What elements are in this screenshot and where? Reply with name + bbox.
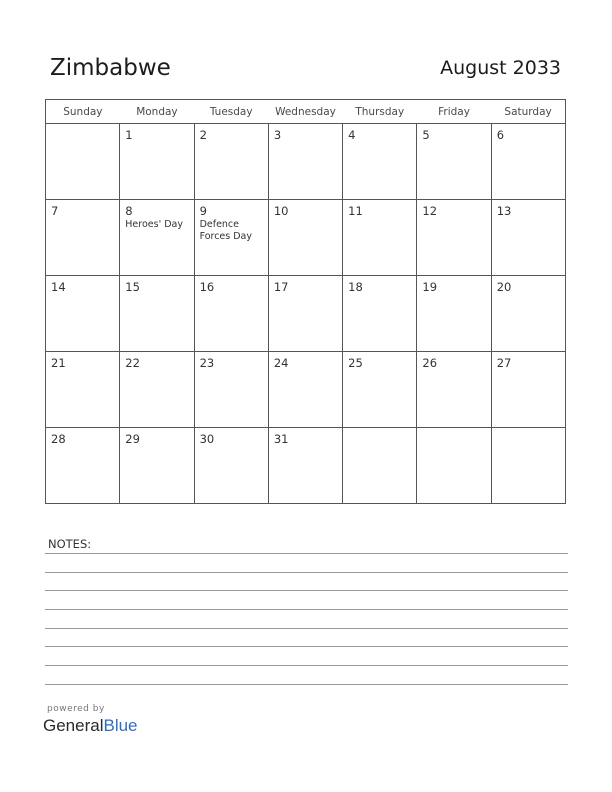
day-cell[interactable] (120, 428, 194, 504)
day-number: 25 (348, 356, 363, 370)
day-number: 22 (125, 356, 140, 370)
day-number: 24 (273, 356, 289, 370)
day-number: 23 (199, 356, 215, 370)
day-number: 30 (199, 432, 215, 446)
day-cell[interactable] (343, 124, 417, 200)
day-number: 11 (348, 204, 363, 218)
day-cell[interactable] (46, 276, 120, 352)
day-number: 20 (496, 280, 512, 294)
day-number: 8 (125, 204, 133, 218)
day-cell[interactable] (491, 124, 565, 200)
calendar-body (46, 124, 566, 504)
day-number: 16 (199, 280, 215, 294)
day-number: 26 (422, 356, 438, 370)
generalblue-logo[interactable] (43, 716, 138, 736)
calendar-grid (45, 99, 566, 504)
day-cell[interactable] (417, 200, 491, 276)
day-number: 18 (348, 280, 363, 294)
powered-by-text: powered by (47, 704, 105, 714)
weekday-header-row (46, 100, 566, 124)
day-cell[interactable] (417, 428, 491, 504)
day-number: 19 (422, 280, 438, 294)
day-cell[interactable] (343, 428, 417, 504)
day-cell[interactable] (268, 428, 342, 504)
note-line (45, 628, 568, 629)
week-row (46, 276, 566, 352)
day-cell[interactable] (120, 200, 194, 276)
day-number: 2 (199, 128, 207, 142)
day-cell[interactable] (194, 276, 268, 352)
notes-label: NOTES: (48, 537, 92, 551)
weekday-header: Tuesday (194, 100, 268, 124)
holiday-label: Heroes' Day (125, 219, 183, 230)
day-number: 27 (496, 356, 512, 370)
brand-blue-text: Blue (103, 716, 138, 735)
country-title: Zimbabwe (50, 55, 171, 81)
day-number: 9 (199, 204, 207, 218)
day-cell[interactable] (194, 200, 268, 276)
day-cell[interactable] (343, 352, 417, 428)
day-number: 12 (422, 204, 438, 218)
day-cell[interactable] (120, 276, 194, 352)
day-cell[interactable] (268, 200, 342, 276)
day-number: 1 (125, 128, 133, 142)
day-number: 17 (273, 280, 289, 294)
day-number: 10 (273, 204, 289, 218)
note-line (45, 590, 568, 591)
day-cell[interactable] (417, 124, 491, 200)
day-cell[interactable] (46, 352, 120, 428)
weekday-header: Saturday (491, 100, 565, 124)
day-number: 14 (51, 280, 66, 294)
day-number: 3 (273, 128, 282, 142)
day-number: 7 (51, 204, 59, 218)
day-number: 28 (51, 432, 66, 446)
day-cell[interactable] (46, 428, 120, 504)
day-cell[interactable] (46, 200, 120, 276)
day-number: 4 (348, 128, 356, 142)
week-row (46, 352, 566, 428)
note-line (45, 553, 568, 554)
day-number: 29 (125, 432, 140, 446)
day-number: 15 (125, 280, 140, 294)
weekday-header: Wednesday (268, 100, 342, 124)
note-line (45, 572, 568, 573)
note-line (45, 684, 568, 685)
day-cell[interactable] (194, 124, 268, 200)
day-cell[interactable] (268, 276, 342, 352)
week-row (46, 124, 566, 200)
holiday-label: Defence Forces Day (199, 219, 252, 242)
day-number: 5 (422, 128, 430, 142)
note-line (45, 609, 568, 610)
day-cell[interactable] (268, 124, 342, 200)
day-number: 31 (273, 432, 289, 446)
day-cell[interactable] (491, 276, 565, 352)
day-cell[interactable] (120, 352, 194, 428)
day-cell[interactable] (491, 200, 565, 276)
weekday-header: Sunday (46, 100, 120, 124)
day-cell[interactable] (417, 276, 491, 352)
day-cell[interactable] (268, 352, 342, 428)
day-cell[interactable] (46, 124, 120, 200)
day-number: 21 (51, 356, 66, 370)
day-cell[interactable] (194, 428, 268, 504)
day-cell[interactable] (491, 428, 565, 504)
note-line (45, 665, 568, 666)
day-cell[interactable] (343, 200, 417, 276)
week-row (46, 428, 566, 504)
weekday-header: Friday (417, 100, 491, 124)
day-number: 6 (496, 128, 505, 142)
day-cell[interactable] (417, 352, 491, 428)
day-cell[interactable] (120, 124, 194, 200)
day-cell[interactable] (491, 352, 565, 428)
week-row (46, 200, 566, 276)
day-number: 13 (496, 204, 512, 218)
brand-general-text: General (43, 716, 104, 735)
day-cell[interactable] (194, 352, 268, 428)
month-year-title: August 2033 (440, 57, 561, 79)
weekday-header: Monday (120, 100, 194, 124)
weekday-header: Thursday (343, 100, 417, 124)
note-line (45, 646, 568, 647)
day-cell[interactable] (343, 276, 417, 352)
